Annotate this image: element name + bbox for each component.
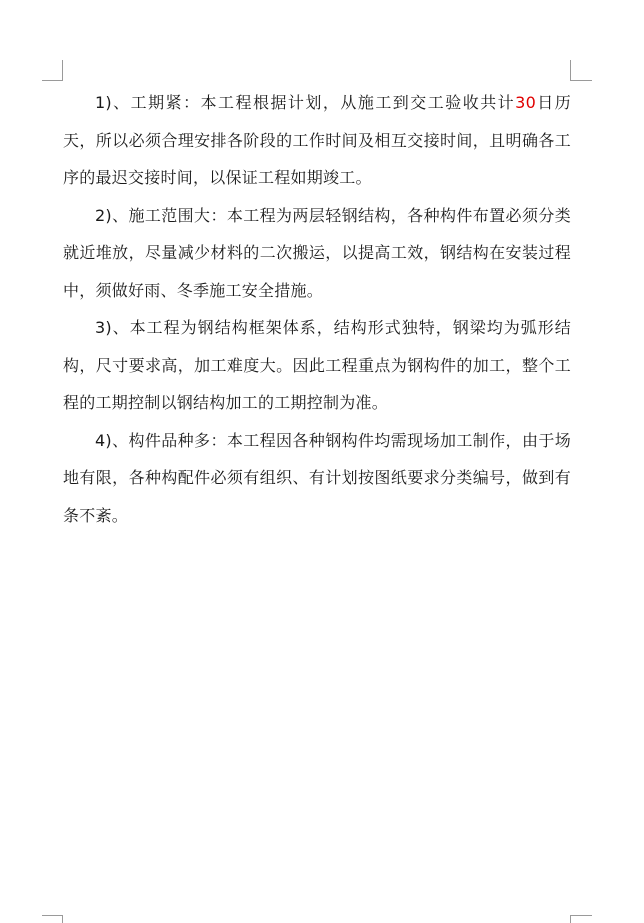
crop-mark-top-left: [62, 60, 63, 80]
paragraph-components: 4)、构件品种多：本工程因各种钢构件均需现场加工制作，由于场地有限，各种构配件必须有组织、有计划按图纸要求分类编号，做到有条不紊。: [63, 430, 571, 525]
crop-mark-bottom-right: [570, 915, 571, 923]
crop-mark-bottom-right: [570, 915, 592, 916]
paragraph-scope: 2)、施工范围大：本工程为两层轻钢结构，各种构件布置必须分类就近堆放，尽量减少材料的二次搬运，以提高工效，钢结构在安装过程中，须做好雨、冬季施工安全措施。: [63, 205, 571, 300]
paragraph-structure: 3)、本工程为钢结构框架体系，结构形式独特，钢梁均为弧形结构，尺寸要求高，加工难度大。因此工程重点为钢构件的加工，整个工程的工期控制以钢结构加工的工期控制为准。: [63, 318, 571, 412]
crop-mark-top-left: [42, 80, 63, 81]
crop-mark-bottom-left: [42, 915, 63, 916]
crop-mark-top-right: [570, 80, 592, 81]
highlighted-days-value: 30: [515, 93, 537, 112]
document-body[interactable]: [63, 84, 571, 534]
paragraph-schedule-text-end: 日历天，所以必须合理安排各阶段的工作时间及相互交接时间，且明确各工序的最迟交接时间，以保证工程如期竣工。: [63, 93, 571, 187]
paragraph-schedule: [63, 84, 571, 197]
paragraph-schedule-text-start: 1)、工期紧：本工程根据计划，从施工到交工验收共计: [95, 93, 516, 112]
crop-mark-top-right: [570, 60, 571, 80]
crop-mark-bottom-left: [62, 915, 63, 923]
